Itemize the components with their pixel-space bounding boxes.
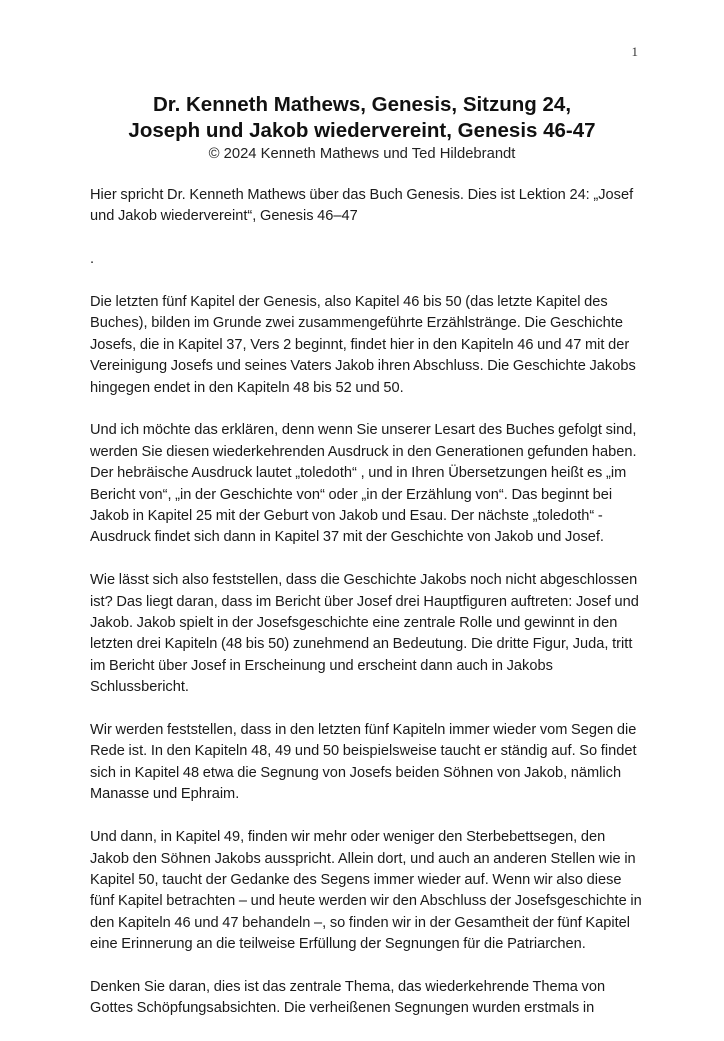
title-line-2: Joseph und Jakob wiedervereint, Genesis 46-47 (128, 119, 596, 142)
document-header (0, 92, 724, 164)
paragraph: Wir werden feststellen, dass in den letzten fünf Kapiteln immer wieder vom Segen die Rede ist. In den Kapiteln 48, 49 und 50 beispielsweise taucht er ständig auf. So findet sich in Kapitel 48 etwa die Segnung von Josefs beiden Söhnen von Jakob, nämlich Manasse und Ephraim. (90, 722, 637, 803)
paragraph: Denken Sie daran, dies ist das zentrale Thema, das wiederkehrende Thema von Gottes Schöpfungsabsichten. Die verheißenen Segnungen wurden erstmals in (90, 978, 606, 1017)
title-line-1: Dr. Kenneth Mathews, Genesis, Sitzung 24, (152, 93, 572, 116)
page-number: 1 (631, 44, 638, 59)
paragraph: Die letzten fünf Kapitel der Genesis, also Kapitel 46 bis 50 (das letzte Kapitel des Buches), bilden im Grunde zwei zusammengeführte Erzählstränge. Die Geschichte Josefs, die in Kapitel 37, Vers 2 beginnt, findet hier in den Kapiteln 46 und 47 mit der Vereinigung Josefs und seines Vaters Jakob ihren Abschluss. Die Geschichte Jakobs hingegen endet in den Kapiteln 48 bis 52 und 50. (90, 294, 636, 396)
intro-paragraph: Hier spricht Dr. Kenneth Mathews über das Buch Genesis. Dies ist Lektion 24: „Josef und Jakob wiedervereint“, Genesis 46–47 (90, 187, 634, 225)
paragraph: Und dann, in Kapitel 49, finden wir mehr oder weniger den Sterbebettsegen, den Jakob den Söhnen Jakobs ausspricht. Allein dort, und auch an anderen Stellen wie in Kapitel 50, taucht der Gedanke des Segens immer wieder auf. Wenn wir also diese fünf Kapitel betrachten – und heute werden wir den Abschluss der Josefsgeschichte in den Kapiteln 46 und 47 behandeln –, so finden wir in der Gesamtheit der fünf Kapitel eine Erinnerung an die teilweise Erfüllung der Segnungen für die Patriarchen. (90, 829, 642, 953)
paragraph: Und ich möchte das erklären, denn wenn Sie unserer Lesart des Buches gefolgt sind, werden Sie diesen wiederkehrenden Ausdruck in den Generationen gefunden haben. Der hebräische Ausdruck lautet „toledoth“ , und in Ihren Übersetzungen heißt es „im Bericht von“, „in der Geschichte von“ oder „in der Erzählung von“. Das beginnt bei Jakob in Kapitel 25 mit der Geburt von Jakob und Esau. Der nächste „toledoth“ - Ausdruck findet sich dann in Kapitel 37 mit der Geschichte von Jakob und Josef. (90, 422, 637, 546)
separator-dot: . (90, 251, 95, 268)
document-body (90, 185, 646, 1041)
paragraph: Wie lässt sich also feststellen, dass die Geschichte Jakobs noch nicht abgeschlossen ist? Das liegt daran, dass im Bericht über Josef drei Hauptfiguren auftreten: Josef und Jakob. Jakob spielt in der Josefsgeschichte eine zentrale Rolle und gewinnt in den letzten drei Kapiteln (48 bis 50) zunehmend an Bedeutung. Die dritte Figur, Juda, tritt im Bericht über Josef in Erscheinung und erscheint dann auch in Jakobs Schlussbericht. (90, 572, 639, 696)
copyright-line: © 2024 Kenneth Mathews und Ted Hildebrandt (208, 146, 516, 162)
